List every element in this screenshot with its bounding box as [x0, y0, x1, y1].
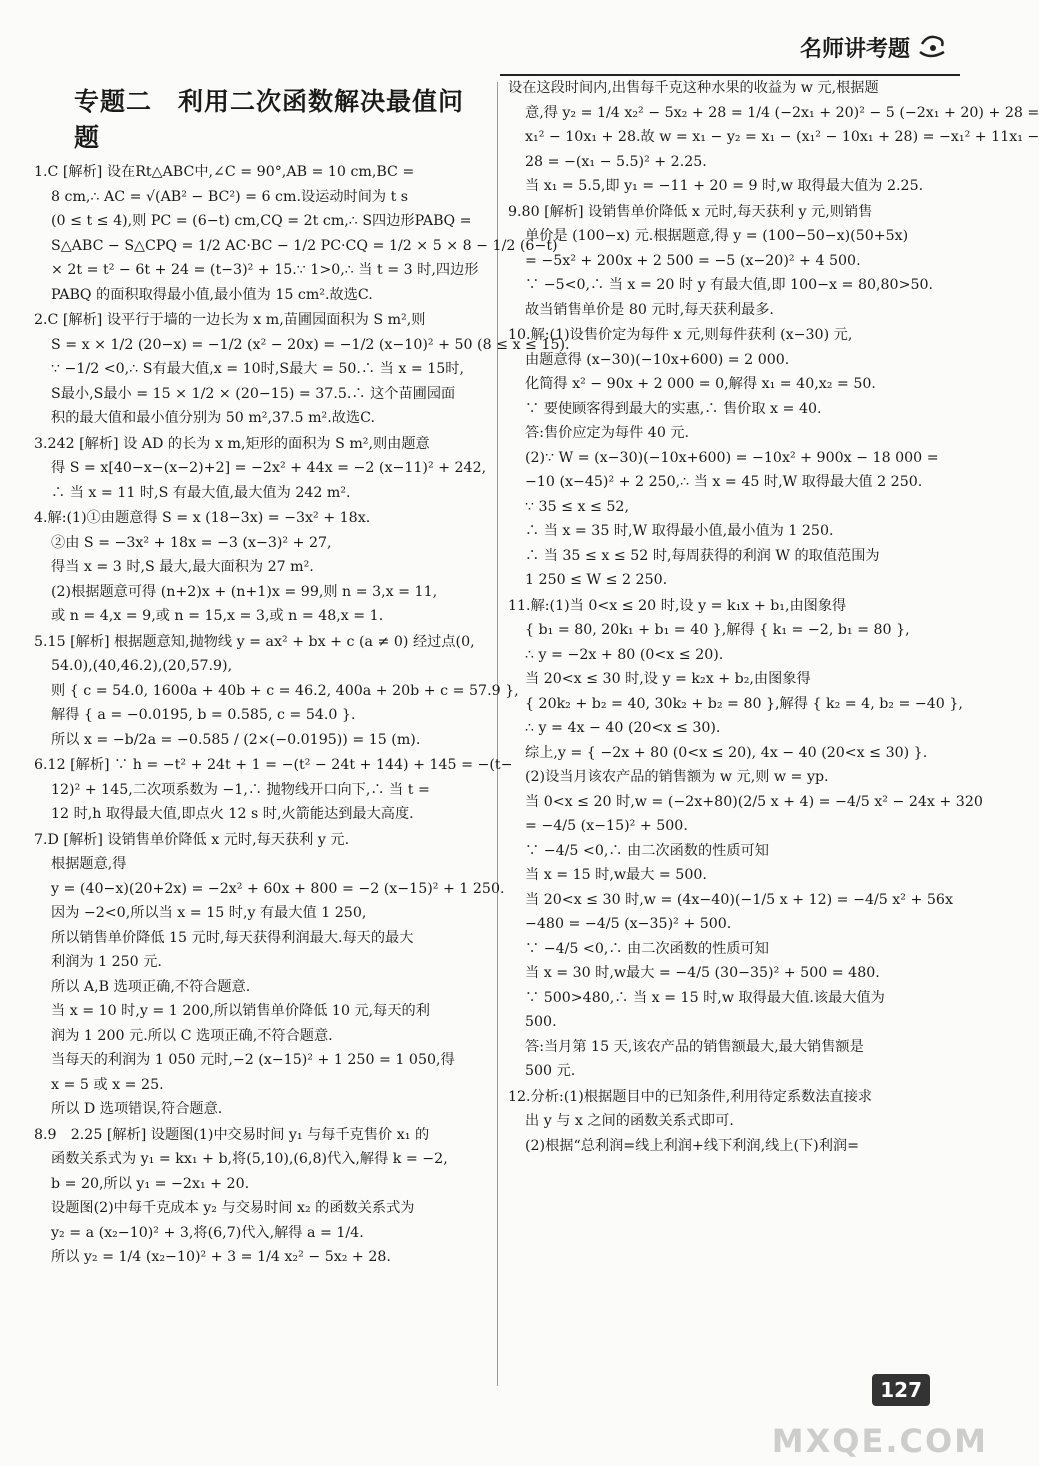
solution-line: S△ABC − S△CPQ = 1/2 AC·BC − 1/2 PC·CQ = 1/2 × 5 × 8 − 1/2 (6−t): [51, 237, 558, 254]
solution-line: 所以销售单价降低 15 元时,每天获得利润最大.每天的最大: [51, 929, 414, 946]
solution-line: 函数关系式为 y₁ = kx₁ + b,将(5,10),(6,8)代入,解得 k = −2,: [51, 1151, 448, 1167]
solution-line: 或 n = 4,x = 9,或 n = 15,x = 3,或 n = 48,x = 1.: [51, 608, 384, 624]
problem-block: [34, 630, 519, 753]
solution-line: 当 x₁ = 5.5,即 y₁ = −11 + 20 = 9 时,w 取得最大值为 2.25.: [525, 178, 924, 194]
solution-line: 10.解:(1)设售价定为每件 x 元,则每件获利 (x−30) 元,: [508, 327, 853, 343]
solution-line: 4.解:(1)①由题意得 S = x (18−3x) = −3x² + 18x.: [34, 510, 371, 526]
solution-line: 得当 x = 3 时,S 最大,最大面积为 27 m².: [51, 559, 314, 575]
solution-line: 因为 −2<0,所以当 x = 15 时,y 有最大值 1 250,: [51, 905, 367, 921]
solution-line: ∴ 当 x = 35 时,W 取得最小值,最小值为 1 250.: [525, 523, 834, 539]
problem-block: [34, 160, 558, 307]
problem-block: [34, 1123, 484, 1270]
solution-line: S最小,S最小 = 15 × 1/2 × (20−15) = 37.5.∴ 这个苗圃园面: [51, 385, 456, 402]
solution-line: ∵ −5<0,∴ 当 x = 20 时 y 有最大值,即 100−x = 80,80>50.: [525, 277, 934, 293]
solution-line: 8 cm,∴ AC = √(AB² − BC²) = 6 cm.设运动时间为 t s: [51, 188, 409, 205]
book-logo-icon: [916, 30, 950, 64]
solution-line: (2)∵ W = (x−30)(−10x+600) = −10x² + 900x − 18 000 =: [525, 449, 939, 466]
solution-line: ∴ y = 4x − 40 (20<x ≤ 30).: [525, 720, 721, 736]
problem-block: [508, 594, 983, 1084]
solution-line: S = x × 1/2 (20−x) = −1/2 (x² − 20x) = −1/2 (x−10)² + 50 (8 ≤ x ≤ 15).: [51, 336, 570, 353]
solution-line: = −4/5 (x−15)² + 500.: [525, 818, 688, 834]
problem-block: [508, 76, 1039, 199]
solution-line: (2)根据“总利润=线上利润+线下利润,线上(下)利润=: [525, 1137, 859, 1154]
solution-line: 所以 A,B 选项正确,不符合题意.: [51, 978, 251, 995]
solution-line: 则 { c = 54.0, 1600a + 40b + c = 46.2, 400a + 20b + c = 57.9 },: [51, 682, 519, 699]
page-number: 127: [872, 1374, 930, 1406]
solution-line: 2.C [解析] 设平行于墙的一边长为 x m,苗圃园面积为 S m²,则: [34, 312, 426, 328]
book-header: [800, 30, 950, 64]
right-column-body: [508, 76, 1039, 1158]
solution-line: 得 S = x[40−x−(x−2)+2] = −2x² + 44x = −2 (x−11)² + 242,: [51, 460, 487, 476]
solution-line: ∵ −4/5 <0,∴ 由二次函数的性质可知: [525, 842, 769, 859]
solution-line: × 2t = t² − 6t + 24 = (t−3)² + 15.∵ 1>0,∴ 当 t = 3 时,四边形: [51, 262, 479, 278]
solution-line: 当 x = 30 时,w最大 = −4/5 (30−35)² + 500 = 480.: [525, 965, 880, 981]
solution-line: 答:当月第 15 天,该农产品的销售额最大,最大销售额是: [525, 1038, 864, 1055]
solution-line: 3.242 [解析] 设 AD 的长为 x m,矩形的面积为 S m²,则由题意: [34, 435, 430, 452]
solution-line: 设在这段时间内,出售每千克这种水果的收益为 w 元,根据题: [508, 80, 879, 96]
solution-line: (0 ≤ t ≤ 4),则 PC = (6−t) cm,CQ = 2t cm,∴ S四边形PABQ =: [51, 213, 472, 229]
solution-line: = −5x² + 200x + 2 500 = −5 (x−20)² + 4 500.: [525, 252, 861, 269]
solution-line: 当 0<x ≤ 20 时,w = (−2x+80)(2/5 x + 4) = −4/5 x² − 24x + 320: [525, 793, 983, 810]
solution-line: 所以 y₂ = 1/4 (x₂−10)² + 3 = 1/4 x₂² − 5x₂ + 28.: [51, 1249, 391, 1265]
solution-line: 1.C [解析] 设在Rt△ABC中,∠C = 90°,AB = 10 cm,BC =: [34, 164, 415, 180]
solution-line: ∴ y = −2x + 80 (0<x ≤ 20).: [525, 646, 724, 663]
solution-line: 综上,y = { −2x + 80 (0<x ≤ 20), 4x − 40 (20<x ≤ 30) }.: [525, 744, 928, 761]
solution-line: ∵ 要使顾客得到最大的实惠,∴ 售价取 x = 40.: [525, 400, 822, 417]
solution-line: 7.D [解析] 设销售单价降低 x 元时,每天获利 y 元.: [34, 831, 350, 848]
solution-line: 当每天的利润为 1 050 元时,−2 (x−15)² + 1 250 = 1 050,得: [51, 1052, 455, 1068]
solution-line: b = 20,所以 y₁ = −2x₁ + 20.: [51, 1175, 250, 1192]
solution-line: ②由 S = −3x² + 18x = −3 (x−3)² + 27,: [51, 534, 332, 551]
solution-line: 9.80 [解析] 设销售单价降低 x 元时,每天获利 y 元,则销售: [508, 203, 873, 220]
solution-line: 8.9 2.25 [解析] 设题图(1)中交易时间 y₁ 与每千克售价 x₁ 的: [34, 1126, 430, 1143]
solution-line: 单价是 (100−x) 元.根据题意,得 y = (100−50−x)(50+5x): [525, 228, 909, 244]
problem-block: [34, 753, 513, 827]
solution-line: 润为 1 200 元.所以 C 选项正确,不符合题意.: [51, 1027, 333, 1044]
solution-line: 5.15 [解析] 根据题意知,抛物线 y = ax² + bx + c (a ≠ 0) 经过点(0,: [34, 633, 475, 650]
solution-line: 利润为 1 250 元.: [51, 954, 162, 970]
problem-block: [34, 308, 570, 431]
solution-line: 意,得 y₂ = 1/4 x₂² − 5x₂ + 28 = 1/4 (−2x₁ + 20)² − 5 (−2x₁ + 20) + 28 =: [525, 104, 1039, 121]
solution-line: 500.: [525, 1014, 557, 1030]
watermark: MXQE.COM: [771, 1422, 988, 1460]
solution-line: 当 20<x ≤ 30 时,w = (4x−40)(−1/5 x + 12) = −4/5 x² + 56x: [525, 891, 953, 908]
solution-line: y₂ = a (x₂−10)² + 3,将(6,7)代入,解得 a = 1/4.: [51, 1224, 364, 1241]
column-divider: [497, 82, 498, 1386]
problem-block: [34, 828, 505, 1122]
right-column: [508, 76, 1039, 1376]
problem-block: [508, 200, 958, 323]
solution-line: 当 x = 15 时,w最大 = 500.: [525, 867, 707, 883]
solution-line: 12 时,h 取得最大值,即点火 12 s 时,火箭能达到最大高度.: [51, 806, 414, 822]
solution-line: 故当销售单价是 80 元时,每天获利最多.: [525, 301, 774, 318]
solution-line: 根据题意,得: [51, 856, 127, 872]
solution-line: x = 5 或 x = 25.: [51, 1076, 164, 1093]
solution-line: x₁² − 10x₁ + 28.故 w = x₁ − y₂ = x₁ − (x₁² − 10x₁ + 28) = −x₁² + 11x₁ −: [525, 129, 1039, 145]
solution-line: 当 20<x ≤ 30 时,设 y = k₂x + b₂,由图象得: [525, 671, 811, 687]
solution-line: ∵ 500>480,∴ 当 x = 15 时,w 取得最大值.该最大值为: [525, 989, 885, 1006]
solution-line: 6.12 [解析] ∵ h = −t² + 24t + 1 = −(t² − 24t + 144) + 145 = −(t−: [34, 757, 513, 773]
solution-line: (2)根据题意可得 (n+2)x + (n+1)x = 99,则 n = 3,x = 11,: [51, 583, 438, 600]
solution-line: ∵ −4/5 <0,∴ 由二次函数的性质可知: [525, 940, 769, 957]
solution-line: 当 x = 10 时,y = 1 200,所以销售单价降低 10 元,每天的利: [51, 1003, 430, 1019]
solution-line: y = (40−x)(20+2x) = −2x² + 60x + 800 = −2 (x−15)² + 1 250.: [51, 880, 505, 897]
solution-line: 1 250 ≤ W ≤ 2 250.: [525, 572, 668, 588]
problem-block: [34, 432, 487, 506]
solution-line: 28 = −(x₁ − 5.5)² + 2.25.: [525, 153, 707, 170]
solution-line: 500 元.: [525, 1063, 576, 1079]
solution-line: −10 (x−45)² + 2 250,∴ 当 x = 45 时,W 取得最大值 2 250.: [525, 474, 923, 490]
problem-block: [34, 506, 484, 629]
solution-line: 积的最大值和最小值分别为 50 m²,37.5 m².故选C.: [51, 410, 375, 426]
problem-block: [508, 1085, 958, 1159]
header-title: 名师讲考题: [799, 36, 910, 62]
solution-line: 所以 x = −b/2a = −0.585 / (2×(−0.0195)) = 15 (m).: [51, 731, 421, 748]
solution-line: −480 = −4/5 (x−35)² + 500.: [525, 916, 732, 932]
solution-line: 化简得 x² − 90x + 2 000 = 0,解得 x₁ = 40,x₂ = 50.: [525, 376, 876, 392]
solution-line: 设题图(2)中每千克成本 y₂ 与交易时间 x₂ 的函数关系式为: [51, 1200, 415, 1216]
solution-line: (2)设当月该农产品的销售额为 w 元,则 w = yp.: [525, 769, 829, 785]
solution-line: { b₁ = 80, 20k₁ + b₁ = 40 },解得 { k₁ = −2, b₁ = 80 },: [525, 622, 910, 638]
solution-line: { 20k₂ + b₂ = 40, 30k₂ + b₂ = 80 },解得 { k₂ = 4, b₂ = −40 },: [525, 695, 963, 712]
solution-line: 12)² + 145,二次项系数为 −1,∴ 抛物线开口向下,∴ 当 t =: [51, 781, 430, 798]
solution-line: ∵ −1/2 <0,∴ S有最大值,x = 10时,S最大 = 50.∴ 当 x = 15时,: [51, 361, 464, 377]
problem-block: [508, 323, 958, 593]
solution-line: 由题意得 (x−30)(−10x+600) = 2 000.: [525, 351, 790, 368]
solution-line: 出 y 与 x 之间的函数关系式即可.: [525, 1113, 734, 1129]
solution-line: 54.0),(40,46.2),(20,57.9),: [51, 658, 233, 674]
solution-line: PABQ 的面积取得最小值,最小值为 15 cm².故选C.: [51, 286, 373, 303]
solution-line: ∴ 当 35 ≤ x ≤ 52 时,每周获得的利润 W 的取值范围为: [525, 547, 880, 564]
solution-line: 12.分析:(1)根据题目中的已知条件,利用待定系数法直接求: [508, 1088, 873, 1105]
solution-line: 解得 { a = −0.0195, b = 0.585, c = 54.0 }.: [51, 707, 356, 723]
solution-line: 答:售价应定为每件 40 元.: [525, 425, 690, 441]
section-title: 专题二 利用二次函数解决最值问题: [74, 87, 465, 152]
solution-line: ∴ 当 x = 11 时,S 有最大值,最大值为 242 m².: [51, 484, 351, 501]
solution-line: 11.解:(1)当 0<x ≤ 20 时,设 y = k₁x + b₁,由图象得: [508, 597, 847, 614]
solution-line: 所以 D 选项错误,符合题意.: [51, 1101, 223, 1117]
solution-line: ∵ 35 ≤ x ≤ 52,: [525, 498, 629, 515]
